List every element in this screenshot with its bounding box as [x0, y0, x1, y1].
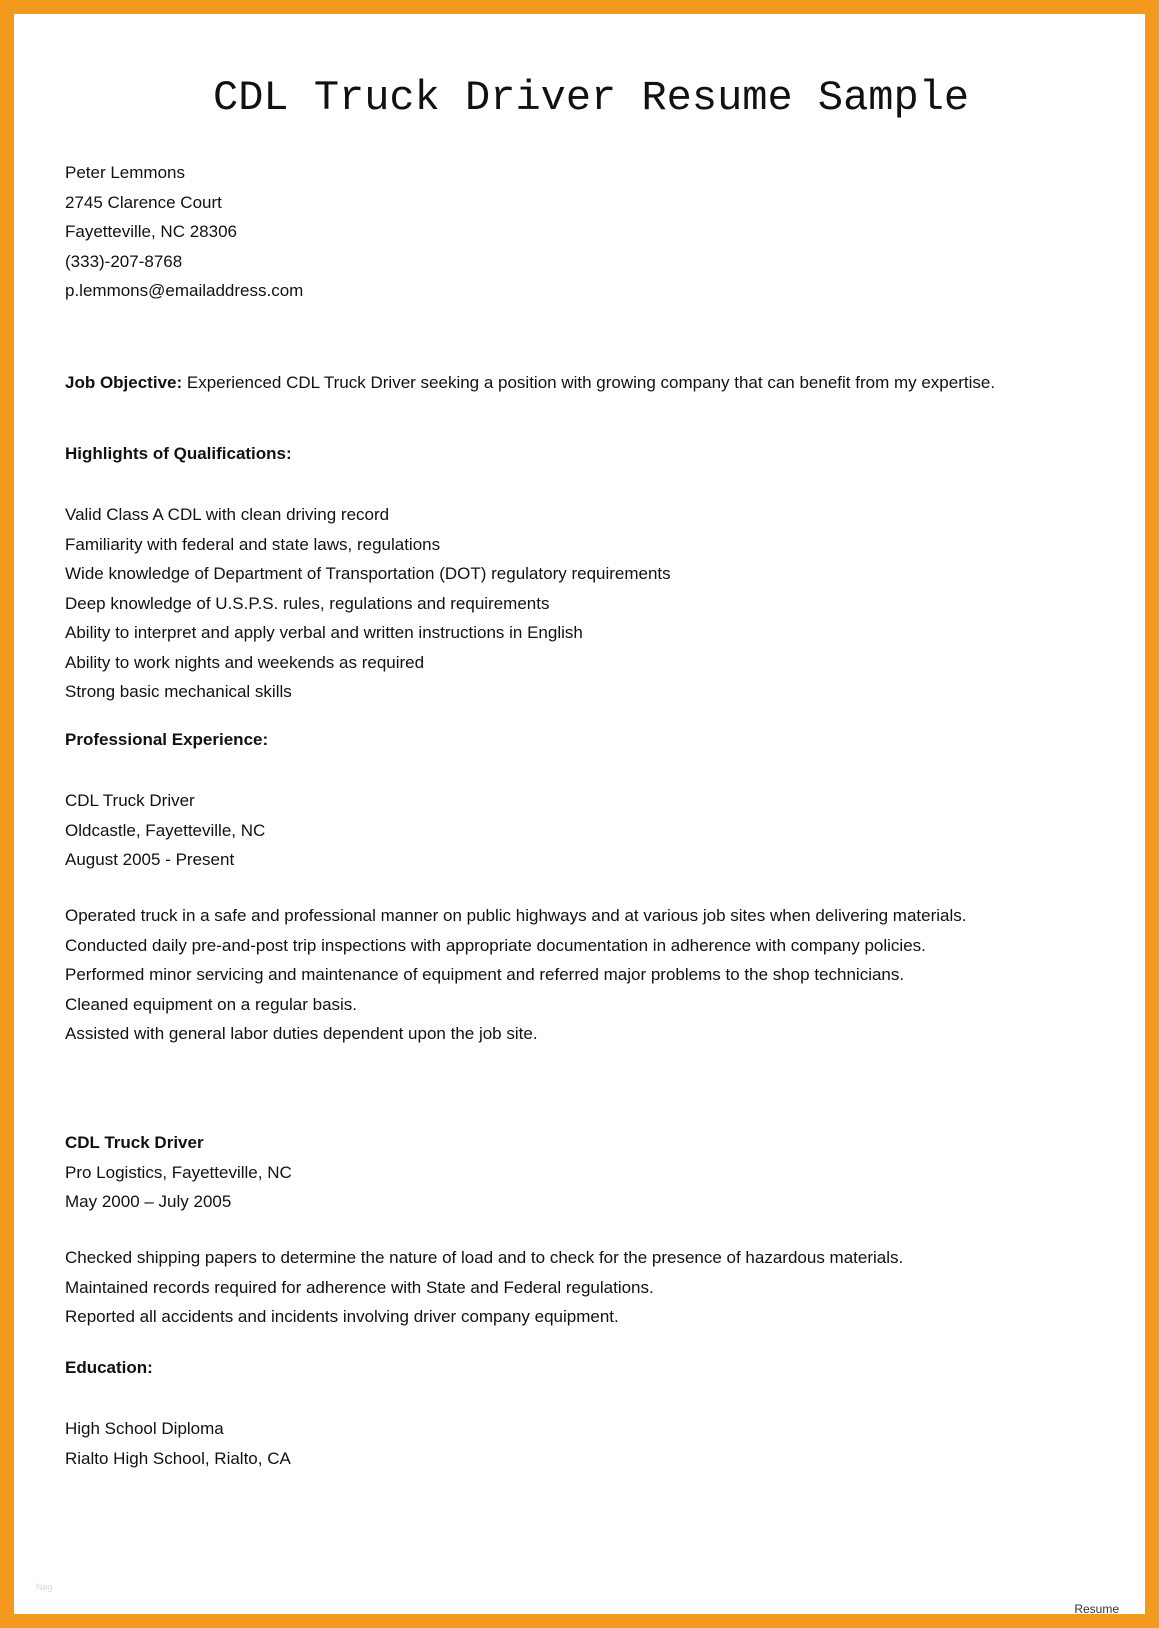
contact-street: 2745 Clarence Court [65, 192, 222, 212]
list-item: Ability to interpret and apply verbal and written instructions in English [65, 623, 583, 642]
education-school: Rialto High School, Rialto, CA [65, 1448, 291, 1468]
contact-city: Fayetteville, NC 28306 [65, 222, 237, 241]
experience-heading: Professional Experience: [65, 730, 269, 749]
list-item: Ability to work nights and weekends as required [65, 652, 425, 672]
education-heading: Education: [65, 1358, 153, 1377]
education-block [65, 1414, 1057, 1473]
list-item: Wide knowledge of Department of Transportation (DOT) regulatory requirements [65, 564, 671, 583]
job-2-duties [65, 1243, 1057, 1332]
objective-text: Experienced CDL Truck Driver seeking a position with growing company that can benefit from my expertise. [182, 373, 996, 392]
job-2-header [65, 1128, 1057, 1217]
duty-item: Conducted daily pre-and-post trip inspections with appropriate documentation in adherence with company policies. [65, 935, 926, 955]
job-1-duties [65, 901, 1057, 1049]
list-item: Deep knowledge of U.S.P.S. rules, regulations and requirements [65, 593, 550, 613]
job-title: CDL Truck Driver [65, 1133, 204, 1152]
duty-item: Assisted with general labor duties dependent upon the job site. [65, 1024, 538, 1043]
job-1-header [65, 786, 1057, 875]
duty-item: Reported all accidents and incidents involving driver company equipment. [65, 1307, 619, 1326]
contact-email: p.lemmons@emailaddress.com [65, 281, 304, 300]
job-company: Pro Logistics, Fayetteville, NC [65, 1162, 292, 1182]
contact-phone: (333)-207-8768 [65, 251, 183, 271]
duty-item: Maintained records required for adherence with State and Federal regulations. [65, 1277, 654, 1297]
list-item: Strong basic mechanical skills [65, 682, 292, 701]
job-objective [65, 368, 1057, 398]
qualifications-heading: Highlights of Qualifications: [65, 444, 292, 463]
faint-watermark: Neg [36, 1582, 53, 1592]
qualifications-list [65, 500, 1057, 707]
objective-label: Job Objective: [65, 373, 183, 392]
job-dates: May 2000 – July 2005 [65, 1192, 232, 1211]
list-item: Valid Class A CDL with clean driving record [65, 505, 390, 524]
education-degree: High School Diploma [65, 1419, 224, 1438]
duty-item: Checked shipping papers to determine the nature of load and to check for the presence of hazardous materials. [65, 1248, 904, 1267]
footer-brand: Resume [1074, 1602, 1119, 1616]
list-item: Familiarity with federal and state laws, regulations [65, 534, 441, 554]
job-dates: August 2005 - Present [65, 850, 235, 869]
contact-name: Peter Lemmons [65, 163, 185, 182]
document-title: CDL Truck Driver Resume Sample [213, 74, 970, 122]
job-company: Oldcastle, Fayetteville, NC [65, 820, 266, 840]
contact-block [65, 158, 303, 306]
job-title: CDL Truck Driver [65, 791, 195, 810]
duty-item: Operated truck in a safe and professional manner on public highways and at various job sites when delivering materials. [65, 906, 967, 925]
duty-item: Cleaned equipment on a regular basis. [65, 994, 358, 1014]
duty-item: Performed minor servicing and maintenance of equipment and referred major problems to the shop technicians. [65, 965, 905, 984]
